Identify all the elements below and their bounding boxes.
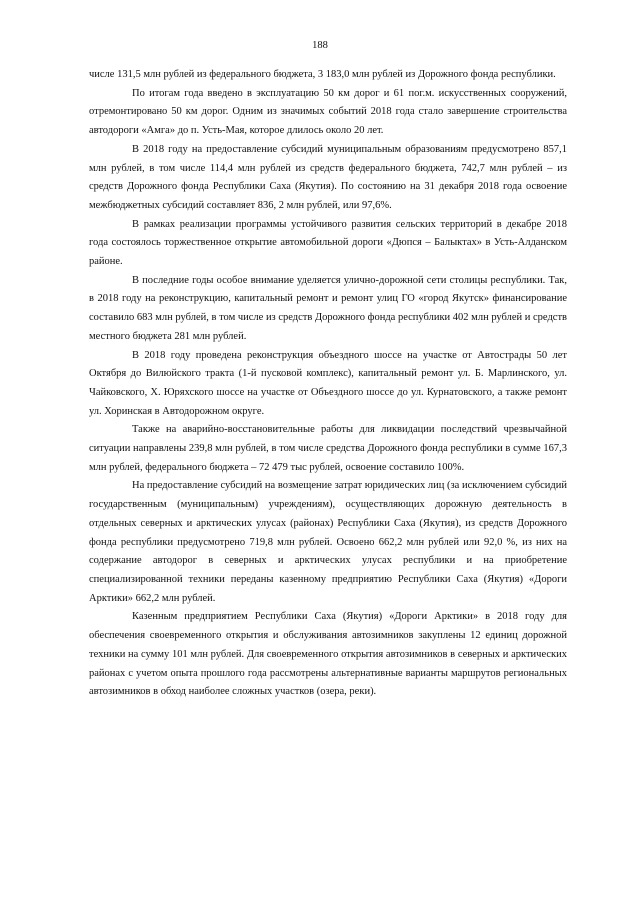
paragraph-municipal-subsidies: В 2018 году на предоставление субсидий муниципальным образованиям предусмотрено 857,1 млн рублей, в том числе 114,4 млн рублей из средств федерального бюджета, 742,7 млн рублей – из средств Дорожного фонда Республики Саха (Якутия). По состоянию на 31 декабря 2018 года освоение межбюджетных субсидий составляет 836, 2 млн рублей, или 97,6%. <box>89 143 567 211</box>
paragraph-continuation: числе 131,5 млн рублей из федерального бюджета, 3 183,0 млн рублей из Дорожного фонда республики. <box>89 69 556 80</box>
paragraph-roads-commissioned: По итогам года введено в эксплуатацию 50 км дорог и 61 пог.м. искусственных сооружений, отремонтировано 50 км дорог. Одним из значимых событий 2018 года стало завершение строительства автодороги «Амга» до п. Усть-Мая, которое длилось около 20 лет. <box>89 87 567 137</box>
paragraph-arctic-subsidies: На предоставление субсидий на возмещение затрат юридических лиц (за исключением субсидий государственным (муниципальным) учреждениям), осуществляющих дорожную деятельность в отдельных северных и арктических улусах (районах) Республики Саха (Якутия), из средств Дорожного фонда республики предусмотрено 719,8 млн рублей. Освоено 662,2 млн рублей или 92,0 %, из них на содержание автодорог в северных и арктических улусах республики и на приобретение специализированной техники переданы казенному предприятию Республики Саха (Якутия) «Дороги Арктики» 662,2 млн рублей. <box>89 480 567 604</box>
document-body <box>89 66 567 702</box>
paragraph-rural-development: В рамках реализации программы устойчивого развития сельских территорий в декабре 2018 года состоялось торжественное открытие автомобильной дороги «Дюпся – Балыктах» в Усть-Алданском районе. <box>89 218 567 268</box>
paragraph-yakutsk-streets: В последние годы особое внимание уделяется улично-дорожной сети столицы республики. Так, в 2018 году на реконструкцию, капитальный ремонт и ремонт улиц ГО «город Якутск» финансирование составило 683 млн рублей, в том числе из средств Дорожного фонда республики 402 млн рублей и средств местного бюджета 281 млн рублей. <box>89 274 567 342</box>
paragraph-arctic-roads-enterprise: Казенным предприятием Республики Саха (Якутия) «Дороги Арктики» в 2018 году для обеспечения своевременного открытия и обслуживания автозимников закуплены 12 единиц дорожной техники на сумму 101 млн рублей. Для своевременного открытия автозимников в северных и арктических районах с учетом опыта прошлого года рассмотрены альтернативные варианты маршрутов региональных автозимников в обход наиболее сложных участков (озера, реки). <box>89 611 567 698</box>
paragraph-bypass-reconstruction: В 2018 году проведена реконструкция объездного шоссе на участке от Автострады 50 лет Октября до Вилюйского тракта (1-й пусковой комплекс), капитальный ремонт ул. Б. Марлинского, ул. Чайковского, Х. Юряхского шоссе на участке от Объездного шоссе до ул. Курнатовского, а также ремонт ул. Хоринская в Автодорожном округе. <box>89 349 567 417</box>
page-number: 188 <box>312 40 328 51</box>
paragraph-emergency-works: Также на аварийно-восстановительные работы для ликвидации последствий чрезвычайной ситуации направлены 239,8 млн рублей, в том числе средства Дорожного фонда республики в сумме 167,3 млн рублей, федерального бюджета – 72 479 тыс рублей, освоение составило 100%. <box>89 424 567 473</box>
